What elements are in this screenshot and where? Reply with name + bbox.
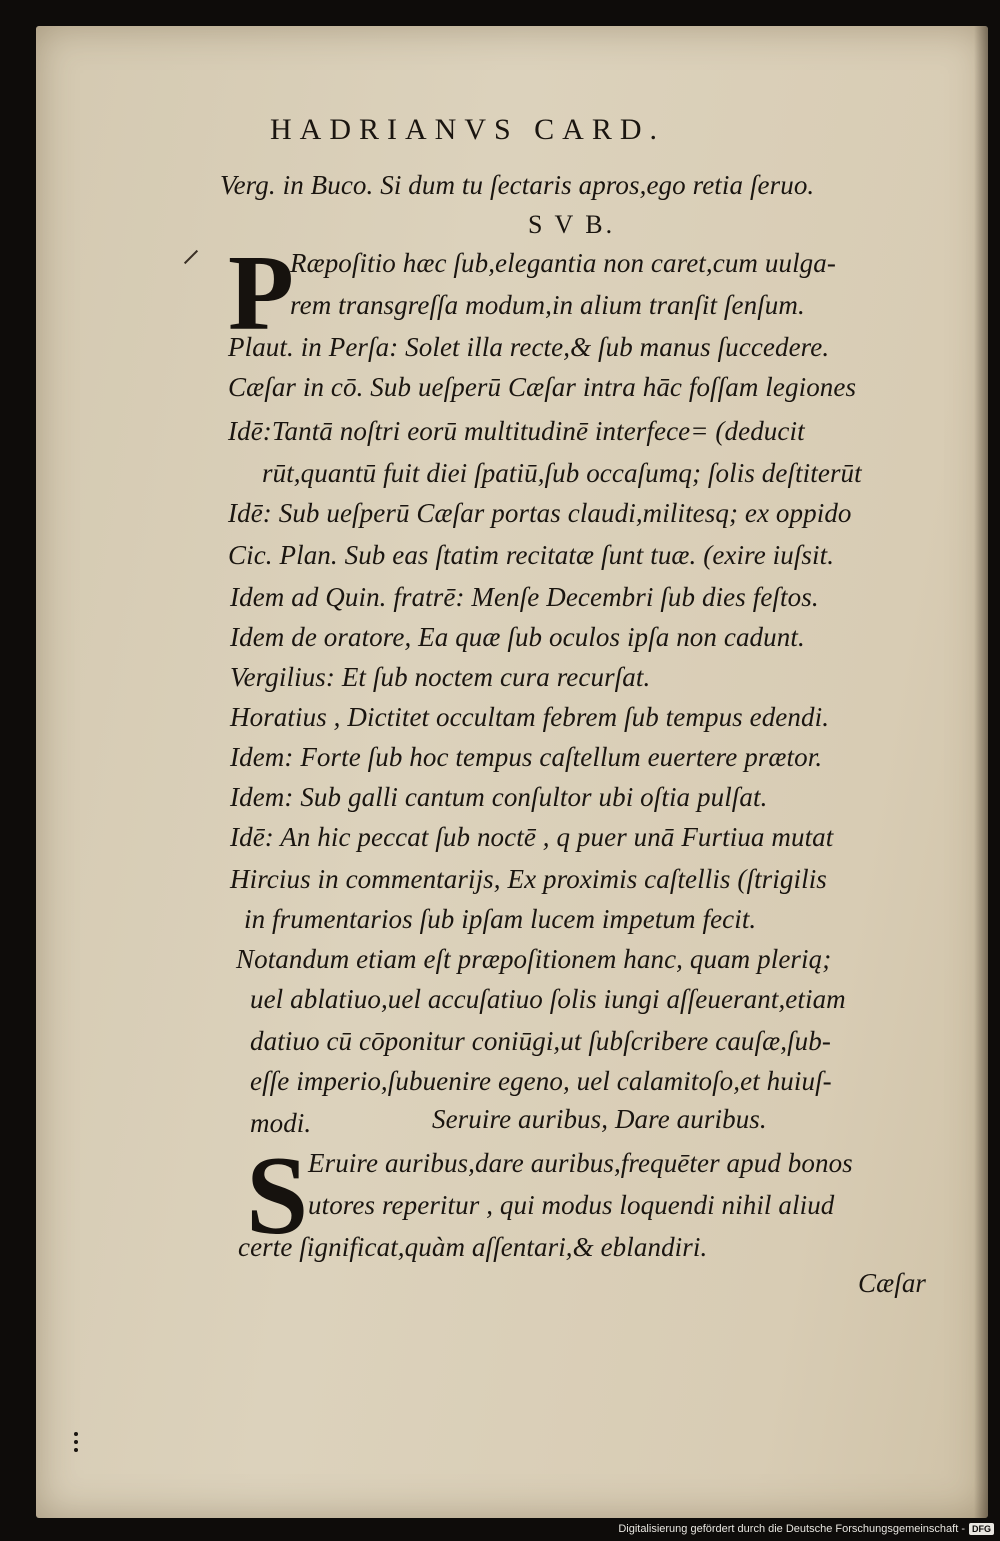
text-line: Verg. in Buco. Si dum tu ſectaris apros,ego retia ſeruo. <box>220 170 815 200</box>
drop-initial-s: S <box>246 1134 309 1258</box>
text-line: rem transgreſſa modum,in alium tranſit ſenſum. <box>290 290 805 320</box>
text-line: Idem: Forte ſub hoc tempus caſtellum euertere prætor. <box>230 742 823 772</box>
text-line: certe ſignificat,quàm aſſentari,& eblandiri. <box>238 1232 708 1262</box>
text-line: Cæſar in cō. Sub ueſperū Cæſar intra hāc foſſam legiones <box>228 372 857 402</box>
text-line: Ræpoſitio hæc ſub,elegantia non caret,cum uulga- <box>290 248 836 278</box>
text-line: modi. <box>250 1108 312 1138</box>
text-line: Idem: Sub galli cantum conſultor ubi oſtia pulſat. <box>230 782 768 812</box>
section-title: S V B. <box>528 210 616 239</box>
dfg-logo-icon: DFG <box>969 1523 994 1535</box>
text-line: in frumentarios ſub ipſam lucem impetum fecit. <box>244 904 757 934</box>
credit-text: Digitalisierung gefördert durch die Deutsche Forschungsgemeinschaft - <box>618 1523 965 1535</box>
text-line: Vergilius: Et ſub noctem cura recurſat. <box>230 662 651 692</box>
margin-dots <box>74 1430 82 1454</box>
text-line: Notandum etiam eſt præpoſitionem hanc, quam plerią; <box>236 944 832 974</box>
text-line: utores reperitur , qui modus loquendi nihil aliud <box>308 1190 835 1220</box>
text-line: Idē:Tantā noſtri eorū multitudinē interfece= (deducit <box>228 416 805 446</box>
text-line: Horatius , Dictitet occultam febrem ſub tempus edendi. <box>230 702 830 732</box>
running-header: HADRIANVS CARD. <box>270 113 666 146</box>
text-line: Idem ad Quin. fratrē: Menſe Decembri ſub dies feſtos. <box>230 582 819 612</box>
text-line: Eruire auribus,dare auribus,frequēter apud bonos <box>308 1148 853 1178</box>
text-line: Idē: An hic peccat ſub noctē , q puer unā Furtiua mutat <box>230 822 834 852</box>
text-line: Plaut. in Perſa: Solet illa recte,& ſub manus ſuccedere. <box>228 332 830 362</box>
margin-mark <box>184 250 198 264</box>
catchword: Cæſar <box>858 1268 927 1298</box>
text-line: Idē: Sub ueſperū Cæſar portas claudi,militesq; ex oppido <box>228 498 852 528</box>
drop-initial-p: P <box>228 234 294 353</box>
text-line: datiuo cū cōponitur coniūgi,ut ſubſcribere cauſæ,ſub- <box>250 1026 831 1056</box>
subheading: Seruire auribus, Dare auribus. <box>432 1104 767 1134</box>
text-line: uel ablatiuo,uel accuſatiuo ſolis iungi aſſeuerant,etiam <box>250 984 846 1014</box>
text-line: eſſe imperio,ſubuenire egeno, uel calamitoſo,et huiuſ- <box>250 1066 832 1096</box>
text-line: Hircius in commentarijs, Ex proximis caſtellis (ſtrigilis <box>230 864 827 894</box>
text-line: Idem de oratore, Ea quæ ſub oculos ipſa non cadunt. <box>230 622 805 652</box>
digitization-credit <box>618 1519 994 1539</box>
text-line: rūt,quantū fuit diei ſpatiū,ſub occaſumq; ſolis deſtiterūt <box>262 458 862 488</box>
text-line: Cic. Plan. Sub eas ſtatim recitatæ ſunt tuæ. (exire iuſsit. <box>228 540 835 570</box>
